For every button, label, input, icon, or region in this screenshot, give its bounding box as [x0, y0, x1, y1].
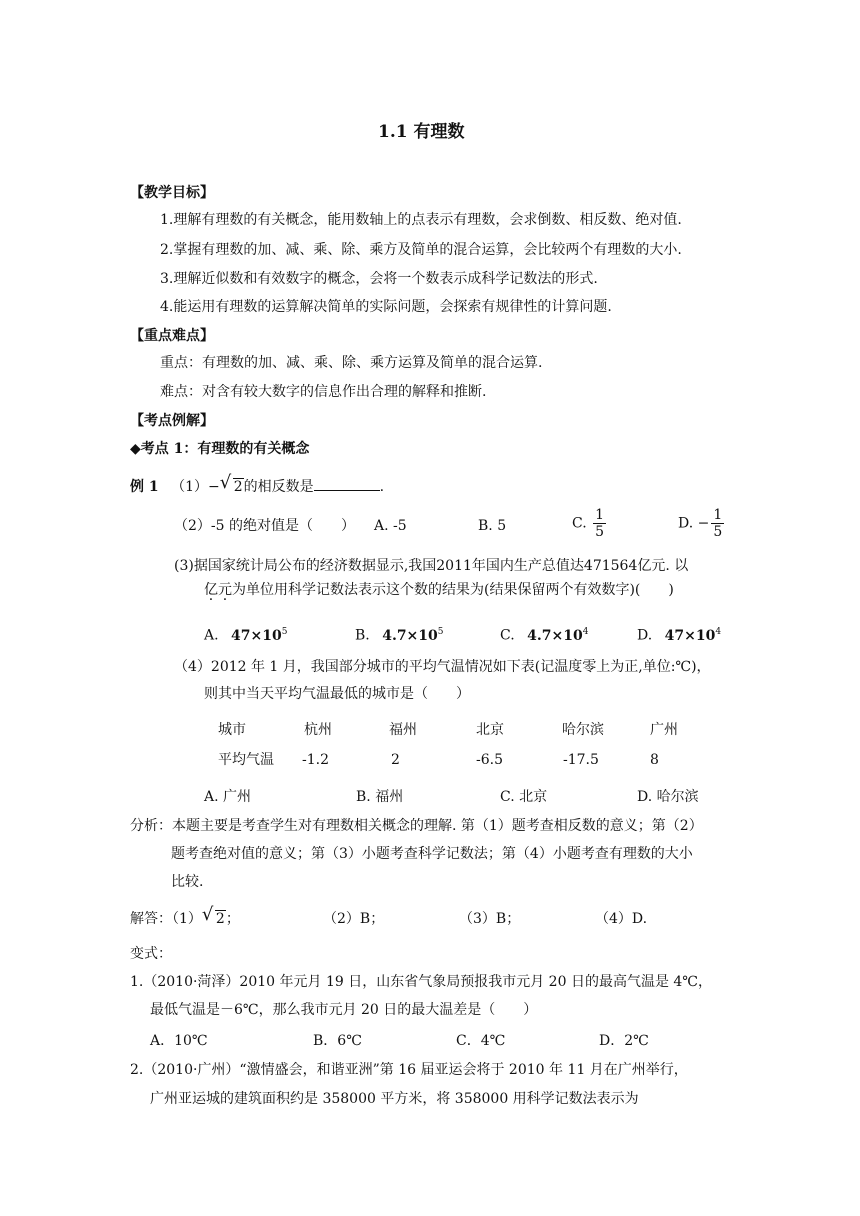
option-d: D. − $\frac{1}{5}$	[678, 507, 723, 540]
example-1-q2: （2）-5 的绝对值是（ ）	[174, 518, 355, 534]
sqrt-expression: √ 2	[201, 904, 225, 927]
table-header-cell: 福州	[389, 722, 417, 738]
option-a: A．10℃	[150, 1033, 208, 1049]
fraction: $\frac{1}{5}$	[713, 507, 723, 540]
option-b: B. 福州	[356, 789, 404, 805]
answer-line: 解答：（1） √ 2；	[130, 904, 240, 927]
section-heading-examples: 【考点例解】	[130, 413, 214, 429]
variant-2-line2: 广州亚运城的建筑面积约是 358000 平方米，将 358000 用科学记数法表示为	[150, 1091, 639, 1107]
example-1-q4-line2: 则其中当天平均气温最低的城市是（ ）	[204, 686, 470, 702]
answer-3: （3）B；	[459, 911, 521, 927]
table-cell: 8	[650, 752, 659, 768]
option-c: C. 北京	[500, 789, 548, 805]
key-point: 重点：有理数的加、减、乘、除、乘方运算及简单的混合运算.	[160, 355, 543, 371]
variant-1-line2: 最低气温是－6℃，那么我市元月 20 日的最大温差是（ ）	[150, 1002, 538, 1018]
option-d: D. 哈尔滨	[637, 789, 699, 805]
sqrt-expression: √ 2	[219, 472, 243, 495]
topic-heading: ◆考点 1：有理数的有关概念	[130, 441, 310, 457]
variant-1-line1: 1.（2010·菏泽）2010 年元月 19 日，山东省气象局预报我市元月 20 日的最高气温是 4℃，	[130, 974, 712, 990]
goal-item: 3.理解近似数和有效数字的概念，会将一个数表示成科学记数法的形式.	[160, 271, 598, 287]
difficult-point: 难点：对含有较大数字的信息作出合理的解释和推断.	[160, 384, 487, 400]
option-b: B. $4.7\times 10^5$	[355, 627, 444, 644]
example-1-q3-line1: (3)据国家统计局公布的经济数据显示,我国2011年国内生产总值达471564亿元. 以	[174, 558, 689, 574]
option-d: D．2℃	[599, 1033, 649, 1049]
table-cell: -17.5	[563, 752, 599, 768]
variant-label: 变式：	[130, 946, 172, 962]
analysis-line: 比较.	[171, 874, 204, 890]
option-b: B．6℃	[313, 1033, 362, 1049]
answer-2: （2）B；	[323, 911, 385, 927]
example-1-q1: 例 1 （1）− √ 2的相反数是 .	[130, 472, 385, 495]
answer-blank	[314, 476, 380, 491]
table-header-cell: 城市	[218, 722, 246, 738]
analysis-line: 题考查绝对值的意义；第（3）小题考查科学记数法；第（4）小题考查有理数的大小	[171, 846, 693, 862]
option-c: C. $4.7\times 10^4$	[500, 627, 589, 644]
page-title: 1.1 有理数	[378, 122, 465, 142]
table-cell: -6.5	[476, 752, 503, 768]
example-label: 例 1	[130, 479, 159, 495]
option-c: C．4℃	[456, 1033, 506, 1049]
table-header-cell: 广州	[650, 722, 678, 738]
option-a: A. -5	[374, 518, 407, 534]
answer-4: （4）D.	[595, 911, 648, 927]
table-cell: 平均气温	[218, 752, 274, 768]
table-cell: 2	[391, 752, 400, 768]
option-a: A. $47\times 10^5$	[204, 627, 288, 644]
goal-item: 1.理解有理数的有关概念，能用数轴上的点表示有理数，会求倒数、相反数、绝对值.	[160, 212, 682, 228]
example-1-q4-line1: （4）2012 年 1 月，我国部分城市的平均气温情况如下表(记温度零上为正,单位:℃)，	[174, 659, 711, 675]
example-1-q3-line2: 亿元为单位用科学记数法表示这个数的结果为(结果保留两个有效数字)( )	[204, 582, 674, 598]
table-cell: -1.2	[302, 752, 329, 768]
option-d: D. $47\times 10^4$	[637, 627, 722, 644]
goal-item: 4.能运用有理数的运算解决简单的实际问题，会探索有规律性的计算问题.	[160, 299, 612, 315]
option-a: A. 广州	[204, 789, 252, 805]
goal-item: 2.掌握有理数的加、减、乘、除、乘方及简单的混合运算，会比较两个有理数的大小.	[160, 242, 682, 258]
table-header-cell: 北京	[476, 722, 504, 738]
section-heading-keypoints: 【重点难点】	[130, 328, 214, 344]
section-heading-goals: 【教学目标】	[130, 185, 214, 201]
variant-2-line1: 2.（2010·广州）“激情盛会，和谐亚洲”第 16 届亚运会将于 2010 年 11 月在广州举行，	[130, 1062, 688, 1078]
option-c: C. $\frac{1}{5}$	[572, 507, 605, 540]
analysis-line: 分析：本题主要是考查学生对有理数相关概念的理解. 第（1）题考查相反数的意义；第（2）	[130, 818, 703, 834]
table-header-cell: 哈尔滨	[562, 722, 604, 738]
option-b: B. 5	[478, 518, 507, 534]
fraction: $\frac{1}{5}$	[595, 507, 605, 540]
table-header-cell: 杭州	[304, 722, 332, 738]
